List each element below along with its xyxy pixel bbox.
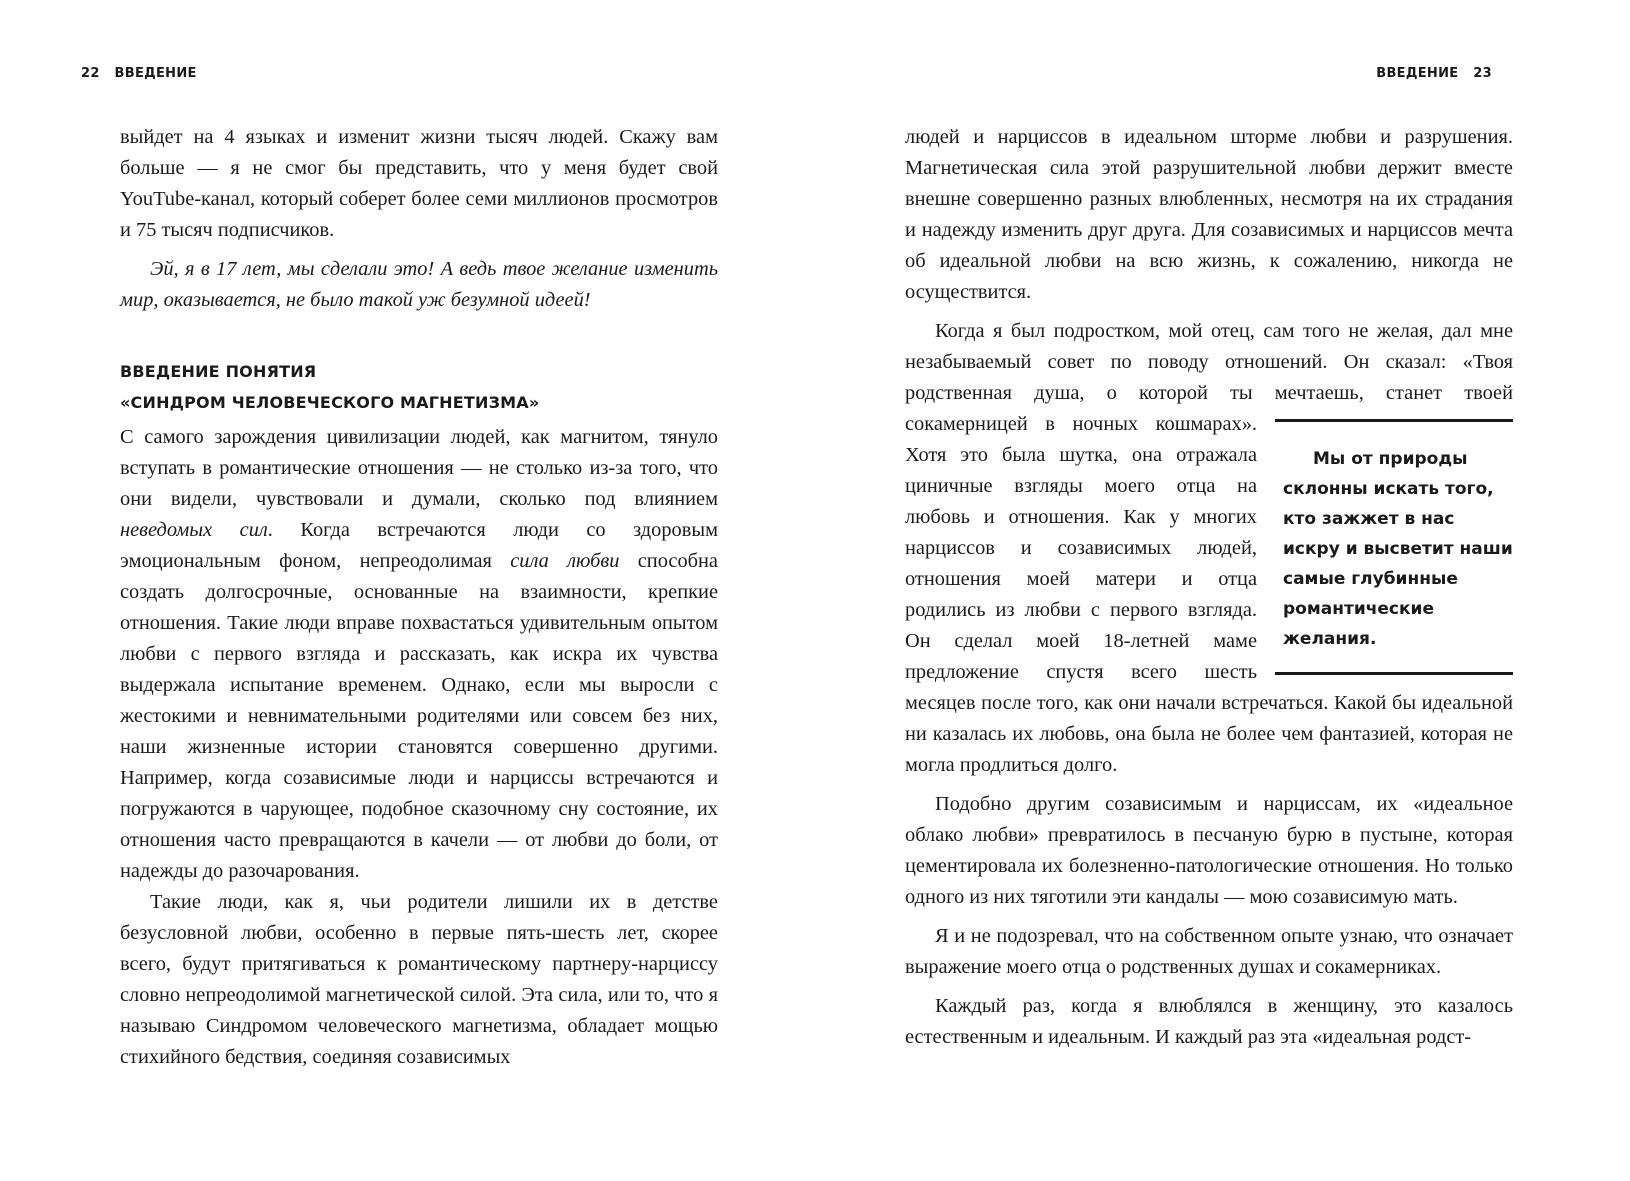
section-heading-line-2: «СИНДРОМ ЧЕЛОВЕЧЕСКОГО МАГНЕТИЗМА» [120, 393, 540, 412]
right-running-head [1366, 66, 1492, 81]
pull-quote: Мы от природы склонны искать того, кто зажжет в нас искру и высветит наши самые глубинные романтические желания. [1275, 419, 1513, 675]
right-paragraph-4: Я и не подозревал, что на собственном опыте узнаю, что означает выражение моего отца о родственных душах и сокамерниках. [905, 925, 1513, 978]
para3-italic-phrase-2: сила любви [510, 550, 620, 572]
right-running-head-title: ВВЕДЕНИЕ [1376, 66, 1459, 81]
right-paragraph-2-start: Когда я был подростком, мой отец, сам того не желая, дал мне незабываемый совет по поводу отношений. Он сказал: «Твоя родственная душа, о которой ты мечтаешь, станет твоей [905, 320, 1513, 404]
right-page [815, 0, 1630, 1181]
left-running-head [81, 66, 207, 81]
left-paragraph-2-italic: Эй, я в 17 лет, мы сделали это! А ведь твое желание изменить мир, оказывается, не было такой уж безумной идеей! [120, 258, 718, 311]
para3-italic-phrase-1: неведомых сил [120, 519, 268, 541]
right-paragraph-2 [905, 316, 1513, 781]
left-paragraph-1: выйдет на 4 языках и изменит жизни тысяч людей. Скажу вам больше — я не смог бы представить, что у меня будет свой YouTube-канал, который соберет более семи миллионов просмотров и 75 тысяч подписчиков. [120, 126, 718, 241]
left-paragraph-3 [120, 422, 718, 887]
left-paragraph-4: Такие люди, как я, чьи родители лишили их в детстве безусловной любви, особенно в первые пять-шесть лет, скорее всего, будут притягиваться к романтическому партнеру-нарциссу словно непреодолимой магнетической силой. Эта сила, или то, что я называю Синдромом человеческого магнетизма, обладает мощью стихийного бедствия, соединяя созависимых [120, 891, 718, 1068]
section-heading [120, 356, 718, 418]
left-running-head-title: ВВЕДЕНИЕ [114, 66, 197, 81]
right-paragraph-1: людей и нарциссов в идеальном шторме любви и разрушения. Магнетическая сила этой разрушительной любви держит вместе внешне совершенно разных влюбленных, несмотря на их страдания и надежду изменить друг друга. Для созависимых и нарциссов мечта об идеальной любви на всю жизнь, к сожалению, никогда не осуществится. [905, 126, 1513, 303]
right-text-column [905, 122, 1513, 1053]
para3-text-c: способна создать долгосрочные, основанные на взаимности, крепкие отношения. Такие люди вправе похвастаться удивительным опытом любви с первого взгляда и рассказать, как искра их чувства выдержала испытание временем. Однако, если мы выросли с жестокими и невнимательными родителями или совсем без них, наши жизненные истории становятся совершенно другими. Например, когда созависимые люди и нарциссы встречаются и погружаются в чарующее, подобное сказочному сну состояние, их отношения часто превращаются в качели — от любви до боли, от надежды до разочарования. [120, 550, 718, 882]
left-text-column [120, 122, 718, 1073]
left-page-number: 22 [81, 66, 100, 81]
right-paragraph-5: Каждый раз, когда я влюблялся в женщину, это казалось естественным и идеальным. И каждый раз эта «идеальная родст- [905, 995, 1513, 1048]
right-paragraph-2-rest: сокамерницей в ночных кошмарах». Хотя это была шутка, она отражала циничные взгляды моего отца на любовь и отношения. Как у многих нарциссов и созависимых людей, отношения моей матери и отца родились из любви с первого взгляда. Он сделал моей 18-летней маме предложение спустя всего шесть месяцев после того, как они начали встречаться. Какой бы идеальной ни казалась их любовь, она была не более чем фантазией, которая не могла продлиться долго. [905, 413, 1513, 776]
right-paragraph-3: Подобно другим созависимым и нарциссам, их «идеальное облако любви» превратилось в песчаную бурю в пустыне, которая цементировала их болезненно-патологические отношения. Но только одного из них тяготили эти кандалы — мою созависимую мать. [905, 793, 1513, 908]
right-page-number: 23 [1473, 66, 1492, 81]
section-heading-line-1: ВВЕДЕНИЕ ПОНЯТИЯ [120, 362, 317, 381]
para3-text-a: С самого зарождения цивилизации людей, как магнитом, тянуло вступать в романтические отношения — не столько из-за того, что они видели, чувствовали и думали, сколько под влиянием [120, 426, 718, 510]
para3-text-b: . Когда встречаются люди со здоровым эмоциональным фоном, непреодолимая [120, 519, 718, 572]
